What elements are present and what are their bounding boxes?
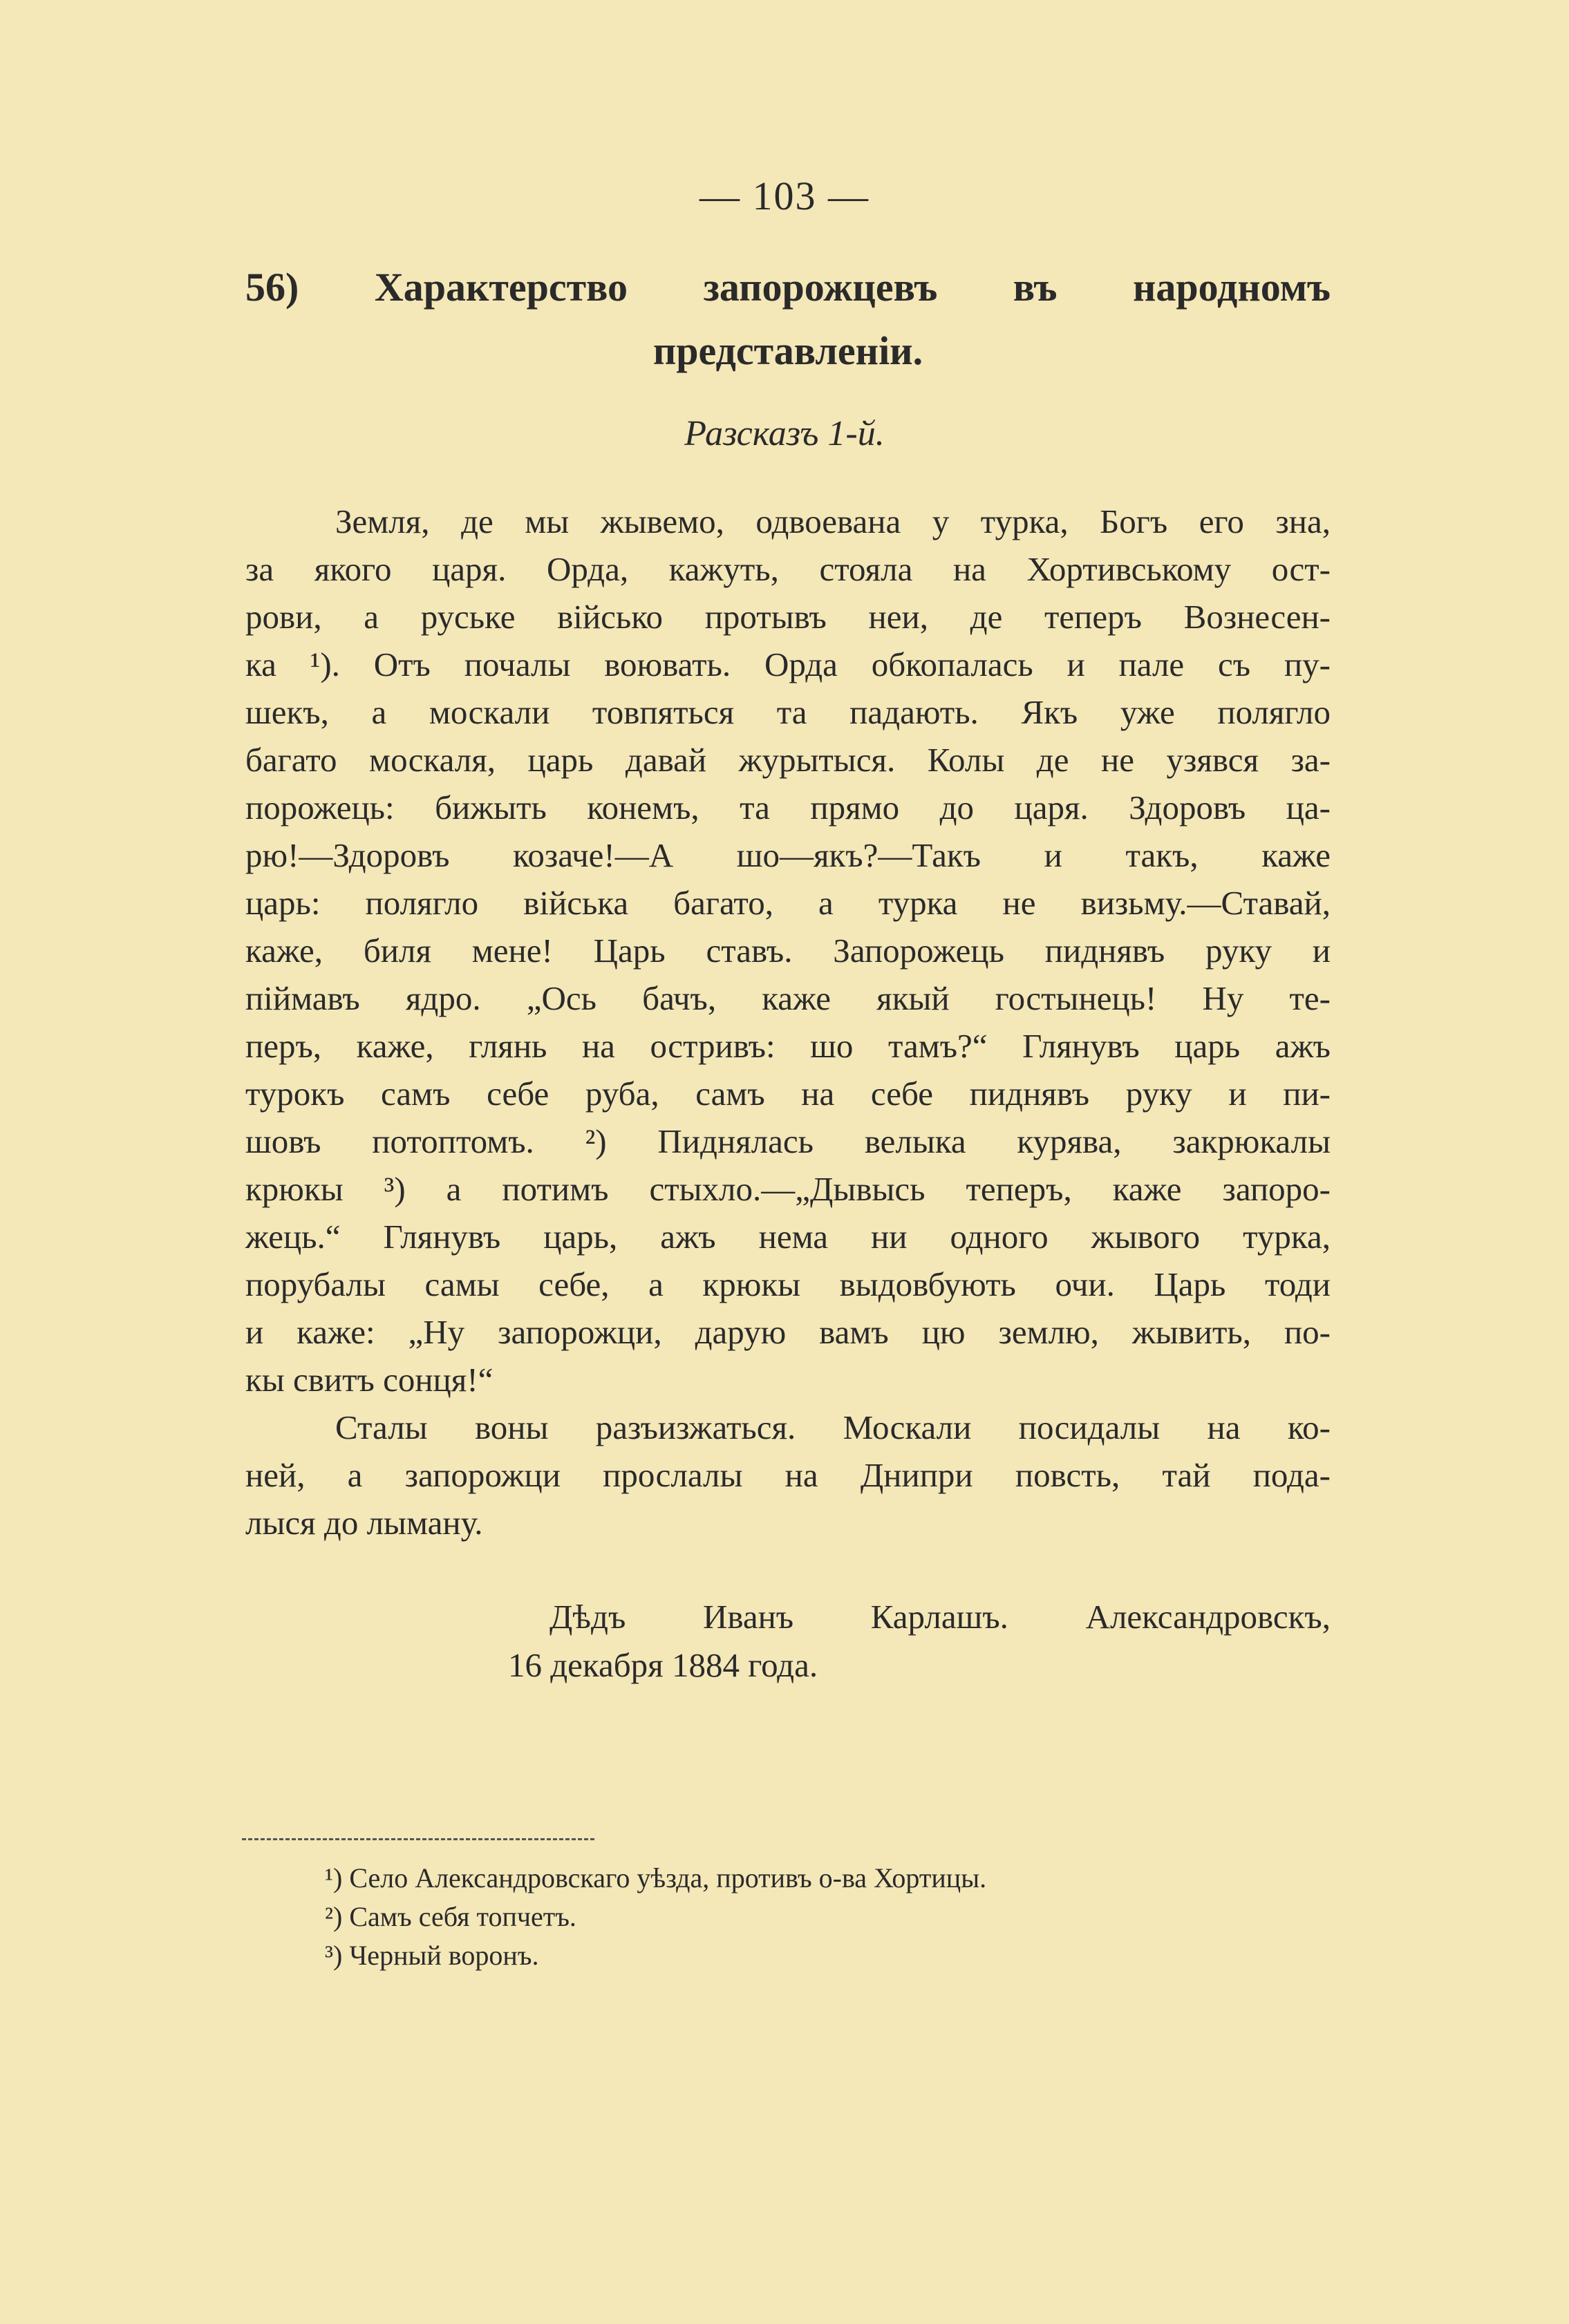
text-line: ней, а запорожци прослалы на Днипри повсть, тай пода- [245, 1456, 1331, 1494]
text-line: рови, а руське військо протывъ неи, де теперъ Вознесен- [245, 598, 1331, 636]
text-line: шекъ, а москали товпяться та падають. Якъ уже полягло [245, 693, 1331, 731]
story-text [245, 498, 1331, 1547]
story-subtitle: Разсказъ 1-й. [684, 414, 885, 453]
text-line: жець.“ Глянувъ царь, ажъ нема ни одного жывого турка, [245, 1218, 1331, 1256]
text-line: кы свитъ сонця!“ [245, 1361, 494, 1399]
footnote: ³) Черный воронъ. [325, 1940, 539, 1971]
text-line: рю!—Здоровъ козаче!—А шо—якъ?—Такъ и такъ, каже [245, 836, 1331, 874]
text-line: турокъ самъ себе руба, самъ на себе пиднявъ руку и пи- [245, 1075, 1331, 1113]
signature [245, 1593, 1331, 1690]
signature-author: Дѣдъ Иванъ Карлашъ. Александровскъ, [549, 1598, 1331, 1636]
text-line: шовъ потоптомъ. ²) Пиднялась велыка курява, закрюкалы [245, 1122, 1331, 1160]
text-line: и каже: „Ну запорожци, дарую вамъ цю землю, жывить, по- [245, 1313, 1331, 1351]
page-number: — 103 — [699, 173, 870, 218]
text-line: царь: полягло війська багато, а турка не визьму.—Ставай, [245, 884, 1331, 922]
text-line: Земля, де мы жывемо, одвоевана у турка, Богъ его зна, [335, 502, 1331, 540]
text-line: порожець: бижыть конемъ, та прямо до царя. Здоровъ ца- [245, 788, 1331, 826]
text-line: крюкы ³) а потимъ стыхло.—„Дывысь теперъ, каже запоро- [245, 1170, 1331, 1208]
text-line: каже, биля мене! Царь ставъ. Запорожець пиднявъ руку и [245, 932, 1331, 970]
text-line: Сталы воны разъизжаться. Москали посидалы на ко- [335, 1408, 1331, 1446]
signature-date: 16 декабря 1884 года. [508, 1646, 818, 1684]
footnote: ²) Самъ себя топчетъ. [325, 1901, 576, 1932]
text-line: лыся до лыману. [245, 1504, 483, 1542]
chapter-title: 56) Характерство запорожцевъ въ народномъ представленіи. [245, 265, 1331, 373]
text-line: перъ, каже, глянь на остривъ: шо тамъ?“ Глянувъ царь ажъ [245, 1027, 1331, 1065]
text-line: за якого царя. Орда, кажуть, стояла на Хортивському ост- [245, 550, 1331, 588]
text-line: багато москаля, царь давай журытыся. Колы де не узявся за- [245, 741, 1331, 779]
text-line: порубалы самы себе, а крюкы выдовбують очи. Царь тоди [245, 1265, 1331, 1303]
footnotes [325, 1859, 1327, 1975]
text-line: піймавъ ядро. „Ось бачъ, каже якый гостынець! Ну те- [245, 979, 1331, 1017]
text-line: ка ¹). Отъ почалы воювать. Орда обкопалась и пале съ пу- [245, 645, 1331, 683]
footnote: ¹) Село Александровскаго уѣзда, противъ о-ва Хортицы. [325, 1862, 987, 1893]
footnote-divider [242, 1838, 594, 1840]
